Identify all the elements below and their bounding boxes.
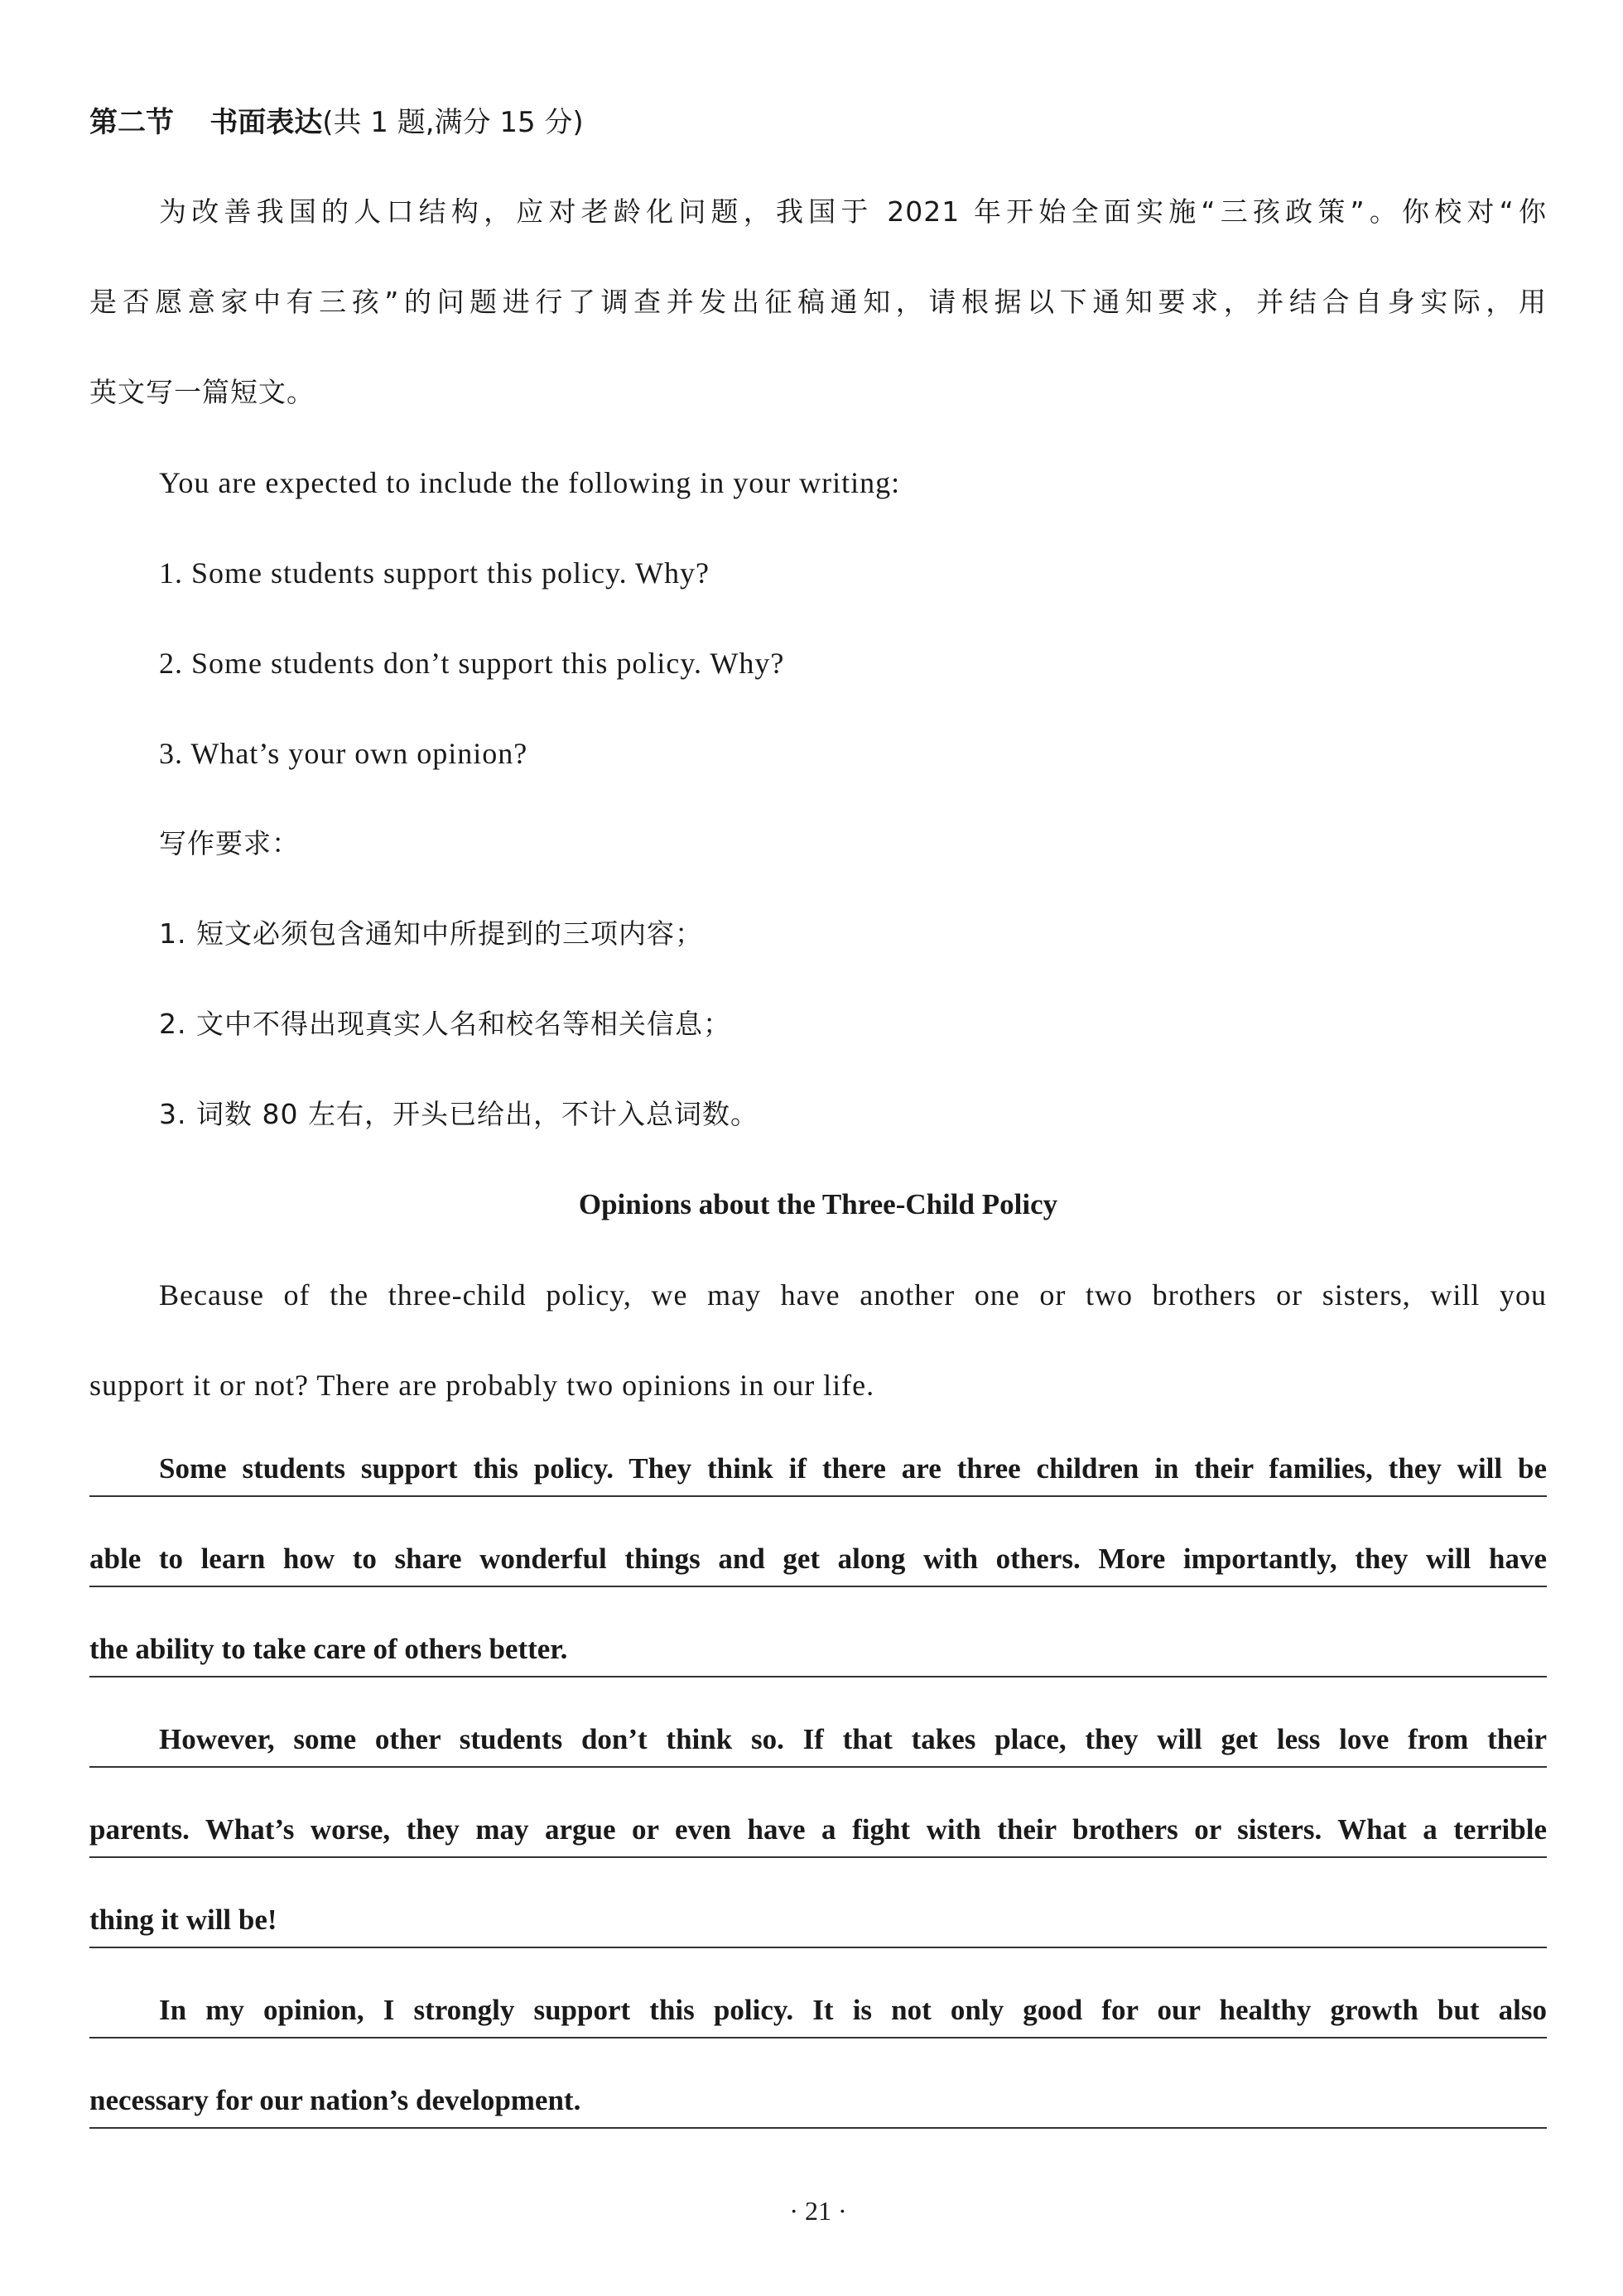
answer-line-8: necessary for our nation’s development.	[89, 2082, 1547, 2129]
prompt-line-3: 英文写一篇短文。	[89, 376, 315, 408]
answer-line-5: parents. What’s worse, they may argue or even have a fight with their brothers or sisters. What a terrible	[89, 1812, 1547, 1858]
prompt-line-1: 为改善我国的人口结构，应对老龄化问题，我国于 2021 年开始全面实施“三孩政策”。你校对“你	[159, 195, 1547, 228]
section-heading	[89, 104, 1547, 141]
requirement-3: 3. 词数 80 左右，开头已给出，不计入总词数。	[159, 1098, 759, 1130]
section-note: (共 1 题,满分 15 分)	[322, 106, 584, 139]
section-title: 书面表达	[209, 106, 323, 139]
answer-line-7: In my opinion, I strongly support this policy. It is not only good for our healthy growth but also	[89, 1992, 1547, 2038]
requirements-title: 写作要求：	[159, 827, 300, 859]
expect-line: You are expected to include the following in your writing:	[159, 466, 901, 499]
page-number: · 21 ·	[789, 2196, 847, 2226]
essay-title: Opinions about the Three-Child Policy	[578, 1188, 1058, 1220]
answer-line-2: able to learn how to share wonderful things and get along with others. More importantly, they will have	[89, 1541, 1547, 1587]
document-page	[89, 0, 1547, 2296]
requirement-2: 2. 文中不得出现真实人名和校名等相关信息；	[159, 1008, 731, 1040]
section-label: 第二节	[89, 106, 174, 139]
intro-line-1: Because of the three-child policy, we may have another one or two brothers or sisters, will you	[159, 1278, 1547, 1312]
point-3: 3. What’s your own opinion?	[159, 737, 528, 770]
answer-line-3: the ability to take care of others better.	[89, 1631, 1547, 1677]
point-2: 2. Some students don’t support this policy. Why?	[159, 647, 785, 680]
requirement-1: 1. 短文必须包含通知中所提到的三项内容；	[159, 917, 703, 950]
prompt-line-2: 是否愿意家中有三孩”的问题进行了调查并发出征稿通知，请根据以下通知要求，并结合自身实际，用	[89, 286, 1547, 318]
intro-line-2: support it or not? There are probably two opinions in our life.	[89, 1369, 875, 1402]
answer-line-4: However, some other students don’t think so. If that takes place, they will get less love from their	[89, 1721, 1547, 1768]
point-1: 1. Some students support this policy. Why?	[159, 556, 710, 590]
answer-line-1: Some students support this policy. They think if there are three children in their families, they will be	[89, 1451, 1547, 1497]
answer-line-6: thing it will be!	[89, 1902, 1547, 1948]
